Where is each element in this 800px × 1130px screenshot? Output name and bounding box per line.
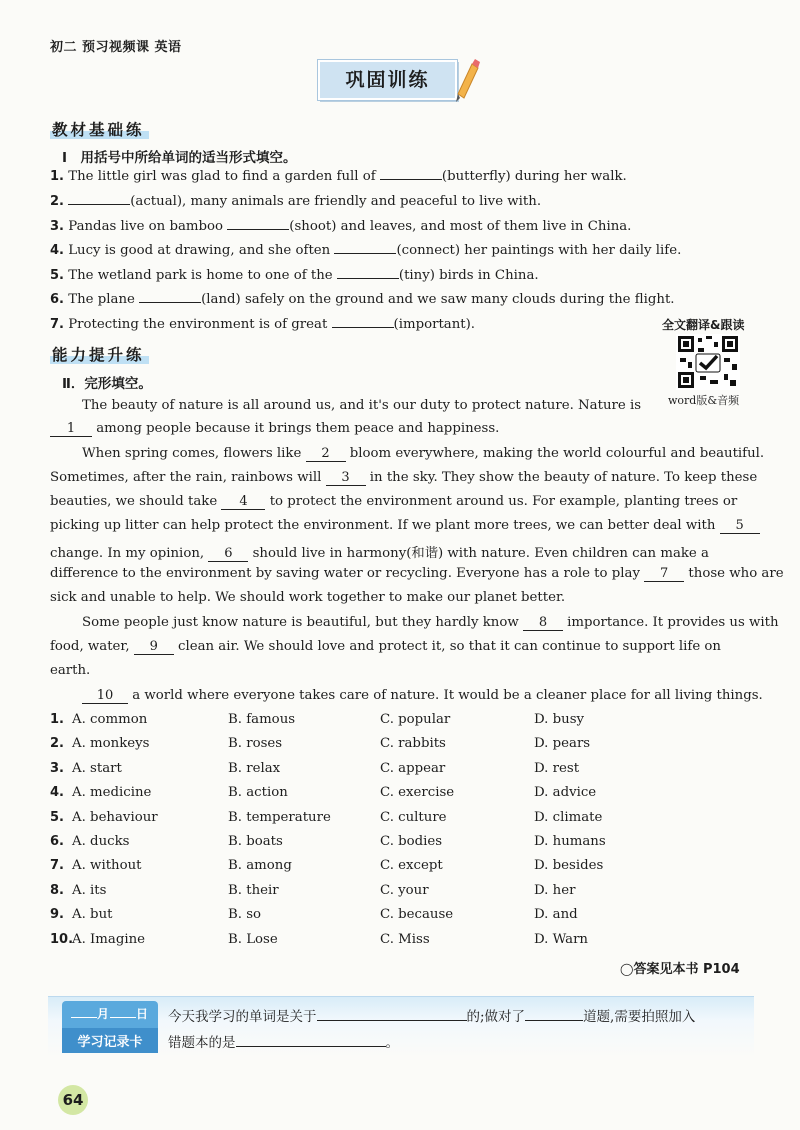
option-d[interactable]: D. and bbox=[534, 907, 578, 923]
section-title-advanced: 能力提升练 bbox=[50, 343, 149, 365]
option-number: 4. bbox=[50, 785, 64, 801]
option-number: 6. bbox=[50, 834, 64, 849]
option-number: 7. bbox=[50, 858, 64, 874]
option-number: 8. bbox=[50, 882, 64, 898]
option-a[interactable]: A. Imagine bbox=[72, 931, 146, 947]
fill-in-item: 4. Lucy is good at drawing, and she often (connect) her paintings with her daily life. bbox=[50, 243, 682, 258]
banner-title: 巩固训练 bbox=[345, 69, 430, 91]
option-d[interactable]: D. pears bbox=[534, 736, 591, 752]
option-b[interactable]: B. their bbox=[228, 882, 279, 898]
option-c[interactable]: C. exercise bbox=[380, 785, 455, 801]
option-a[interactable]: A. common bbox=[72, 712, 148, 727]
pencil-icon bbox=[446, 58, 480, 102]
answer-blank[interactable] bbox=[380, 168, 442, 180]
gap-4: 4 bbox=[221, 495, 265, 510]
passage-line: The beauty of nature is all around us, and it's our duty to protect nature. Nature is bbox=[82, 398, 642, 413]
option-number: 9. bbox=[50, 907, 64, 923]
option-c[interactable]: C. because bbox=[380, 907, 454, 923]
gap-1: 1 bbox=[50, 422, 92, 437]
option-a[interactable]: A. start bbox=[72, 760, 122, 776]
gap-10: 10 bbox=[82, 689, 128, 704]
passage-line: 1 among people because it brings them peace and happiness. bbox=[50, 421, 499, 437]
passage-line: change. In my opinion, 6 should live in harmony(和谐) with nature. Even children can make a bbox=[50, 546, 709, 561]
option-a[interactable]: A. behaviour bbox=[72, 809, 158, 825]
option-a[interactable]: A. ducks bbox=[72, 834, 130, 849]
option-b[interactable]: B. relax bbox=[228, 760, 281, 776]
option-d[interactable]: D. besides bbox=[534, 858, 604, 874]
option-d[interactable]: D. climate bbox=[534, 809, 603, 825]
record-blank-topic[interactable] bbox=[317, 1008, 467, 1021]
option-c[interactable]: C. appear bbox=[380, 760, 446, 776]
record-date: 月 日 bbox=[62, 1001, 158, 1022]
option-a[interactable]: A. monkeys bbox=[72, 736, 150, 752]
answer-blank[interactable] bbox=[337, 267, 399, 279]
page-number: 64 bbox=[58, 1085, 88, 1115]
option-b[interactable]: B. Lose bbox=[228, 931, 278, 947]
option-b[interactable]: B. temperature bbox=[228, 809, 331, 825]
option-number: 5. bbox=[50, 809, 64, 825]
fill-in-item: 7. Protecting the environment is of great (important). bbox=[50, 317, 476, 332]
option-number: 10. bbox=[50, 931, 74, 947]
passage-line: difference to the environment by saving water or recycling. Everyone has a role to play 7 those who are bbox=[50, 566, 784, 581]
option-d[interactable]: D. busy bbox=[534, 712, 585, 727]
record-line-2: 错题本的是 。 bbox=[168, 1035, 399, 1051]
option-b[interactable]: B. boats bbox=[228, 834, 283, 849]
fill-in-item: 2. (actual), many animals are friendly and peaceful to live with. bbox=[50, 194, 542, 209]
option-d[interactable]: D. her bbox=[534, 882, 576, 898]
option-d[interactable]: D. humans bbox=[534, 834, 606, 849]
fill-in-item: 1. The little girl was glad to find a garden full of (butterfly) during her walk. bbox=[50, 169, 627, 184]
gap-9: 9 bbox=[134, 640, 174, 655]
passage-line: sick and unable to help. We should work together to make our planet better. bbox=[50, 590, 566, 605]
passage-line: Sometimes, after the rain, rainbows will 3 in the sky. They show the beauty of nature. To keep these bbox=[50, 470, 758, 485]
option-b[interactable]: B. action bbox=[228, 785, 288, 801]
passage-line: food, water, 9 clean air. We should love and protect it, so that it can continue to support life on bbox=[50, 639, 721, 654]
option-a[interactable]: A. its bbox=[72, 882, 107, 898]
gap-6: 6 bbox=[208, 547, 248, 562]
answer-blank[interactable] bbox=[334, 242, 396, 254]
option-a[interactable]: A. without bbox=[72, 858, 142, 874]
option-a[interactable]: A. but bbox=[72, 907, 113, 923]
option-c[interactable]: C. Miss bbox=[380, 931, 430, 947]
gap-5: 5 bbox=[720, 519, 760, 534]
option-c[interactable]: C. culture bbox=[380, 809, 447, 825]
answer-reference: ◯答案见本书 P104 bbox=[620, 962, 740, 977]
option-d[interactable]: D. advice bbox=[534, 785, 597, 801]
option-b[interactable]: B. so bbox=[228, 907, 262, 923]
passage-line: 10 a world where everyone takes care of nature. It would be a cleaner place for all living things. bbox=[82, 688, 763, 704]
page-header-breadcrumb: 初二 预习视频课 英语 bbox=[50, 40, 182, 55]
gap-8: 8 bbox=[523, 616, 563, 631]
fill-in-item: 3. Pandas live on bamboo (shoot) and leaves, and most of them live in China. bbox=[50, 219, 632, 234]
option-c[interactable]: C. bodies bbox=[380, 834, 443, 849]
option-d[interactable]: D. rest bbox=[534, 760, 580, 776]
gap-2: 2 bbox=[306, 447, 346, 462]
option-b[interactable]: B. among bbox=[228, 858, 292, 874]
answer-blank[interactable] bbox=[227, 218, 289, 230]
fill-in-item: 5. The wetland park is home to one of the (tiny) birds in China. bbox=[50, 268, 539, 283]
answer-blank[interactable] bbox=[332, 316, 394, 328]
option-c[interactable]: C. except bbox=[380, 858, 443, 874]
option-number: 3. bbox=[50, 760, 64, 776]
record-blank-mistakes[interactable] bbox=[236, 1034, 386, 1047]
instruction-1: Ⅰ 用括号中所给单词的适当形式填空。 bbox=[62, 150, 297, 166]
section-banner bbox=[318, 60, 457, 100]
option-a[interactable]: A. medicine bbox=[72, 785, 152, 801]
answer-blank[interactable] bbox=[68, 193, 130, 205]
answer-blank[interactable] bbox=[139, 291, 201, 303]
option-number: 2. bbox=[50, 736, 64, 752]
option-c[interactable]: C. your bbox=[380, 882, 429, 898]
passage-line: Some people just know nature is beautiful, but they hardly know 8 importance. It provides us with bbox=[82, 615, 779, 630]
option-c[interactable]: C. popular bbox=[380, 712, 451, 727]
study-record-badge bbox=[62, 1001, 158, 1053]
section-title-basic: 教材基础练 bbox=[50, 118, 149, 140]
fill-in-item: 6. The plane (land) safely on the ground and we saw many clouds during the flight. bbox=[50, 292, 675, 307]
passage-line: When spring comes, flowers like 2 bloom everywhere, making the world colourful and beautiful. bbox=[82, 446, 765, 461]
paperclip-icon: ◯ bbox=[620, 962, 634, 976]
passage-line: beauties, we should take 4 to protect the environment around us. For example, planting trees or bbox=[50, 494, 738, 509]
option-number: 1. bbox=[50, 712, 64, 727]
record-line-1: 今天我学习的单词是关于 的;做对了 道题,需要拍照加入 bbox=[168, 1009, 696, 1025]
gap-7: 7 bbox=[644, 567, 684, 582]
instruction-2: Ⅱ．完形填空。 bbox=[62, 376, 152, 392]
qr-label-top: 全文翻译&跟读 bbox=[662, 318, 745, 332]
passage-line: earth. bbox=[50, 663, 91, 678]
qr-code-icon[interactable] bbox=[676, 334, 740, 390]
gap-3: 3 bbox=[326, 471, 366, 486]
option-b[interactable]: B. famous bbox=[228, 712, 296, 727]
record-title: 学习记录卡 bbox=[62, 1028, 158, 1053]
option-d[interactable]: D. Warn bbox=[534, 931, 588, 947]
option-c[interactable]: C. rabbits bbox=[380, 736, 446, 752]
passage-line: picking up litter can help protect the environment. If we plant more trees, we can better deal with 5 bbox=[50, 518, 760, 534]
option-b[interactable]: B. roses bbox=[228, 736, 283, 752]
qr-label-bottom: word版&音频 bbox=[668, 394, 740, 407]
record-blank-count[interactable] bbox=[525, 1008, 583, 1021]
